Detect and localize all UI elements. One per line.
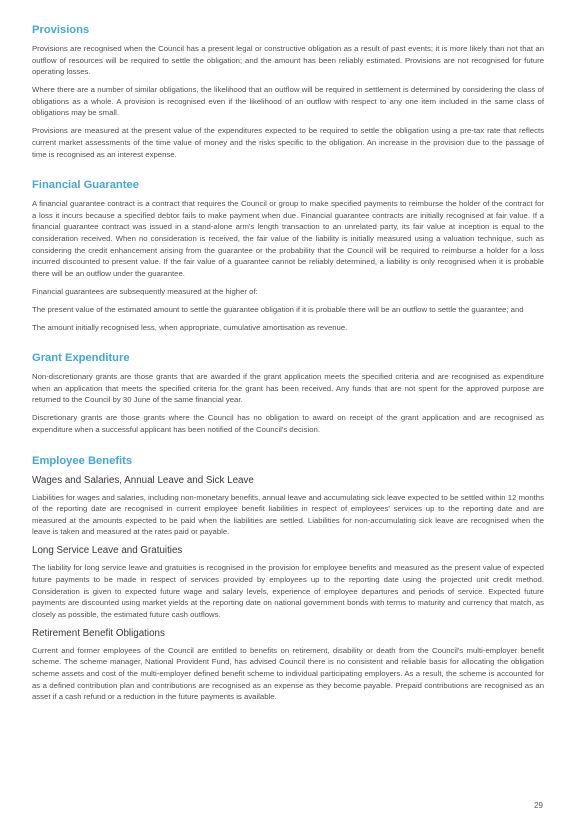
paragraph: Where there are a number of similar obligations, the likelihood that an outflow will be required in settlement is determined by considering the class of obligations as a whole. A provision is recognised even if the likelihood of an outflow with respect to any one item included in the same class of obligations may be small. <box>32 85 544 118</box>
subsection-heading: Retirement Benefit Obligations <box>32 627 165 639</box>
section-heading: Provisions <box>32 24 90 36</box>
section-grant-expenditure <box>32 350 544 435</box>
paragraph: A financial guarantee contract is a contract that requires the Council or group to make specified payments to reimburse the holder of the contract for a loss it incurs because a specified debtor fails to make payment when due. Financial guarantee contracts are initially recognised at fair value. If a financial guarantee contract was issued in a stand-alone arm's length transaction to an unrelated party, its fair value at inception is equal to the consideration received. When no consideration is received, the fair value of the liability is initially measured using a valuation technique, such as considering the credit enhancement arising from the guarantee or the probability that the Council will be required to reimburse a holder for a loss incurred discounted to present value. If the fair value of a guarantee cannot be reliably determined, a liability is only recognised when it is probable there will be an outflow under the guarantee. <box>32 199 544 278</box>
page-number: 29 <box>534 801 543 810</box>
paragraph: The amount initially recognised less, when appropriate, cumulative amortisation as revenue. <box>32 322 348 332</box>
section-financial-guarantee <box>32 177 544 333</box>
section-heading: Financial Guarantee <box>32 179 139 192</box>
paragraph: Non-discretionary grants are those grants that are awarded if the grant application meets the specified criteria and are recognised as expenditure when an application that meets the specified criteria for the grant has been received. Any funds that are not spent for the approved purpose are returned to the Council by 30 June of the same financial year. <box>32 372 544 405</box>
paragraph: Financial guarantees are subsequently measured at the higher of: <box>32 286 258 296</box>
section-employee-benefits <box>32 453 544 703</box>
subsection-heading: Long Service Leave and Gratuities <box>32 545 183 557</box>
subsection-heading: Wages and Salaries, Annual Leave and Sick Leave <box>32 474 254 486</box>
section-provisions <box>32 22 544 160</box>
section-heading: Grant Expenditure <box>32 352 130 365</box>
paragraph: Discretionary grants are those grants where the Council has no obligation to award on receipt of the grant application and are recognised as expenditure when a successful applicant has been notified of the Council's decision. <box>32 413 544 434</box>
paragraph: The liability for long service leave and gratuities is recognised in the provision for employee benefits and measured as the present value of expected future payments to be made in respect of services provided by employees up to the reporting date using the projected unit credit method. Consideration is given to expected future wage and salary levels, experience of employee departures and periods of service. Expected future payments are discounted using market yields at the reporting date on national government bonds with terms to maturity and currency that match, as closely as possible, the estimated future cash outflows. <box>32 563 544 619</box>
paragraph: Liabilities for wages and salaries, including non-monetary benefits, annual leave and accumulating sick leave expected to be settled within 12 months of the reporting date are recognised in current employee benefit liabilities in respect of employees' services up to the reporting date and are measured at the amounts expected to be paid when the liabilities are settled. Liabilities for non-accumulating sick leave are recognised when the leave is taken and measured at the rates paid or payable. <box>32 492 544 537</box>
paragraph: Current and former employees of the Council are entitled to benefits on retirement, disability or death from the Council's multi-employer benefit scheme. The scheme manager, National Provident Fund, has advised Council there is no consistent and reliable basis for allocating the obligation scheme assets and cost of the multi-employer defined benefit scheme to individual participating employers. As a result, the scheme is accounted for as a defined contribution plan and contributions are recognised as an expense as they become payable. Prepaid contributions are recognised as an asset if a cash refund or a reduction in the future payments is available. <box>32 645 544 702</box>
document-page <box>32 22 544 709</box>
paragraph: Provisions are measured at the present value of the expenditures expected to be required to settle the obligation using a pre-tax rate that reflects current market assessments of the time value of money and the risks specific to the obligation. An increase in the provision due to the passage of time is recognised as an interest expense. <box>32 126 544 159</box>
paragraph: Provisions are recognised when the Council has a present legal or constructive obligation as a result of past events; it is more likely than not that an outflow of resources will be required to settle the obligation; and the amount has been reliably estimated. Provisions are not recognised for future operating losses. <box>32 44 544 77</box>
paragraph: The present value of the estimated amount to settle the guarantee obligation if it is probable there will be an outflow to settle the guarantee; and <box>32 304 524 314</box>
section-heading: Employee Benefits <box>32 454 133 467</box>
